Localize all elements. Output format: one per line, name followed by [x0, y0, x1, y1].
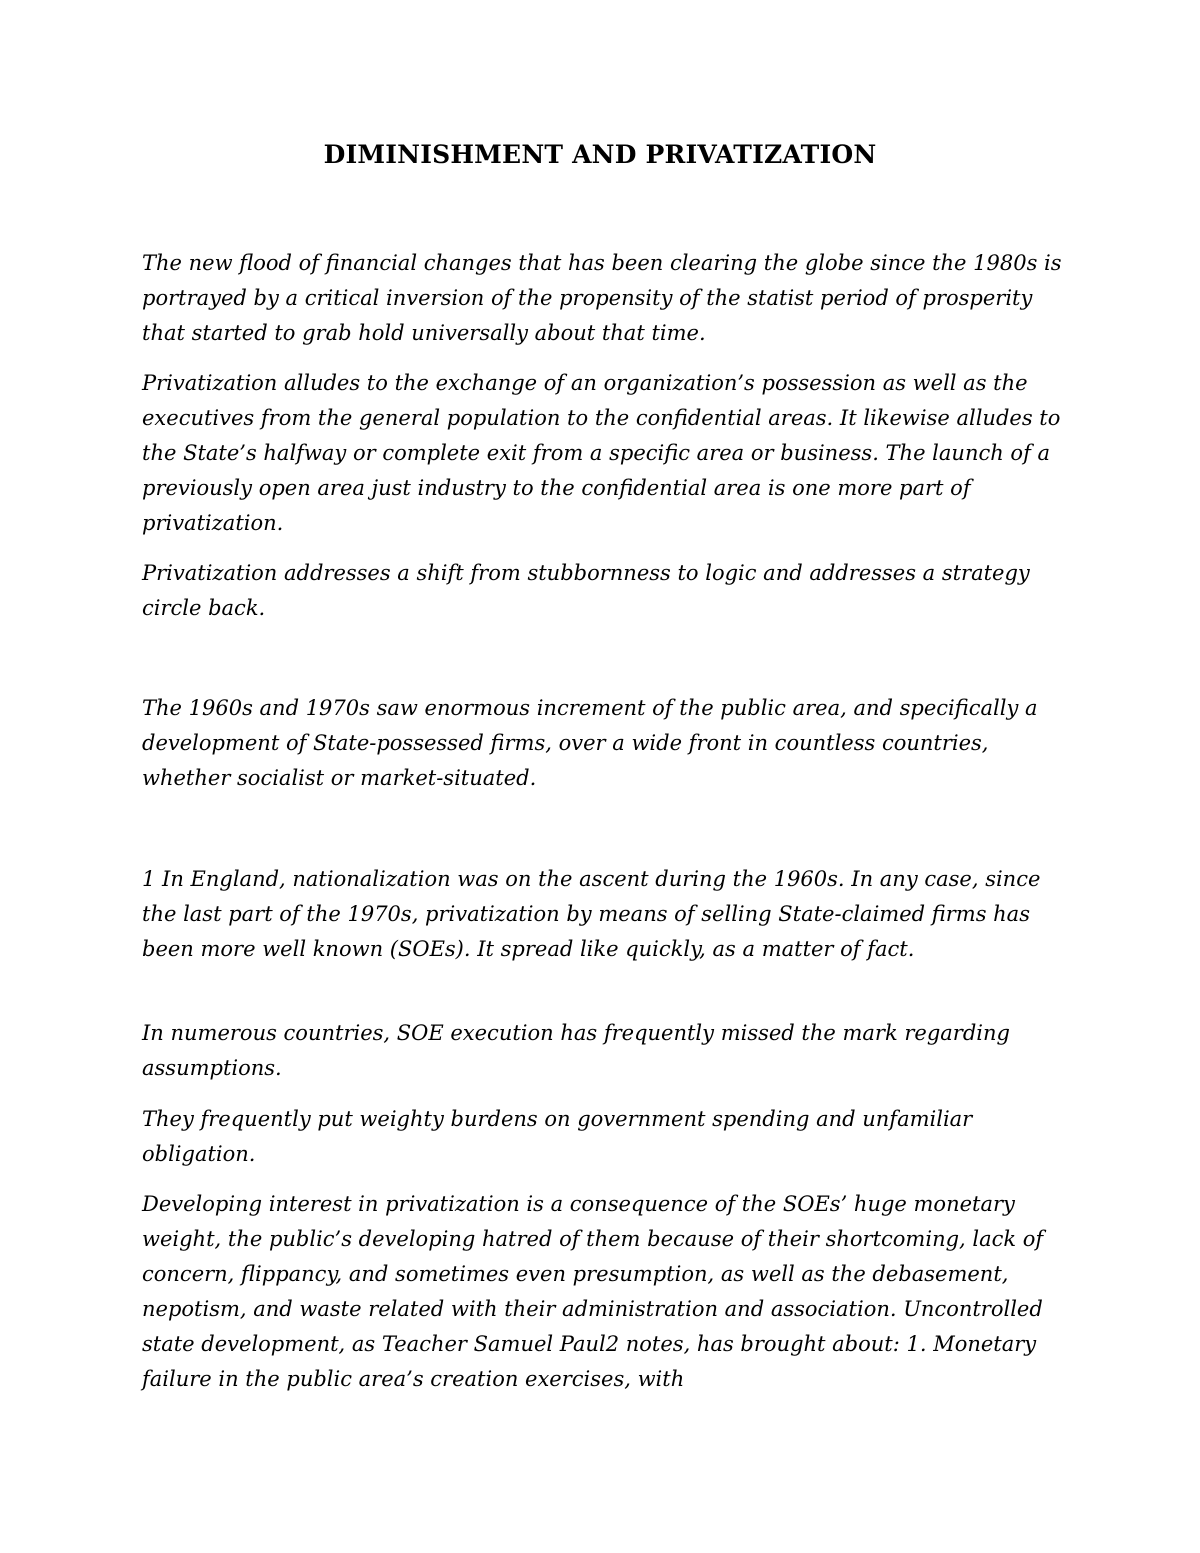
paragraph-privatization-shift: Privatization addresses a shift from stubbornness to logic and addresses a strategy circle back. [142, 561, 1030, 620]
page-title: DIMINISHMENT AND PRIVATIZATION [323, 140, 877, 169]
paragraph-soe-execution: In numerous countries, SOE execution has frequently missed the mark regarding assumptions. [142, 1021, 1010, 1080]
paragraph-developing-interest: Developing interest in privatization is a consequence of the SOEs’ huge monetary weight, the public’s developing hatred of them because of their shortcoming, lack of concern, flippancy, and sometimes even presumption, as well as the debasement, nepotism, and waste related with their administration and association. Uncontrolled state development, as Teacher Samuel Paul2 notes, has brought about: 1. Monetary failure in the public area’s creation exercises, with [142, 1192, 1044, 1391]
paragraph-england: 1 In England, nationalization was on the ascent during the 1960s. In any case, since the last part of the 1970s, privatization by means of selling State-claimed firms has been more well known (SOEs). It spread like quickly, as a matter of fact. [142, 867, 1041, 961]
paragraph-1960s-1970s: The 1960s and 1970s saw enormous increment of the public area, and specifically a development of State-possessed firms, over a wide front in countless countries, whether socialist or market-situated. [142, 696, 1038, 790]
paragraph-privatization-definition: Privatization alludes to the exchange of an organization’s possession as well as the executives from the general population to the confidential areas. It likewise alludes to the State’s halfway or complete exit from a specific area or business. The launch of a previously open area just industry to the confidential area is one more part of privatization. [142, 371, 1061, 535]
paragraph-burdens: They frequently put weighty burdens on government spending and unfamiliar obligation. [142, 1107, 973, 1166]
paragraph-intro: The new flood of financial changes that has been clearing the globe since the 1980s is portrayed by a critical inversion of the propensity of the statist period of prosperity that started to grab hold universally about that time. [142, 251, 1062, 345]
